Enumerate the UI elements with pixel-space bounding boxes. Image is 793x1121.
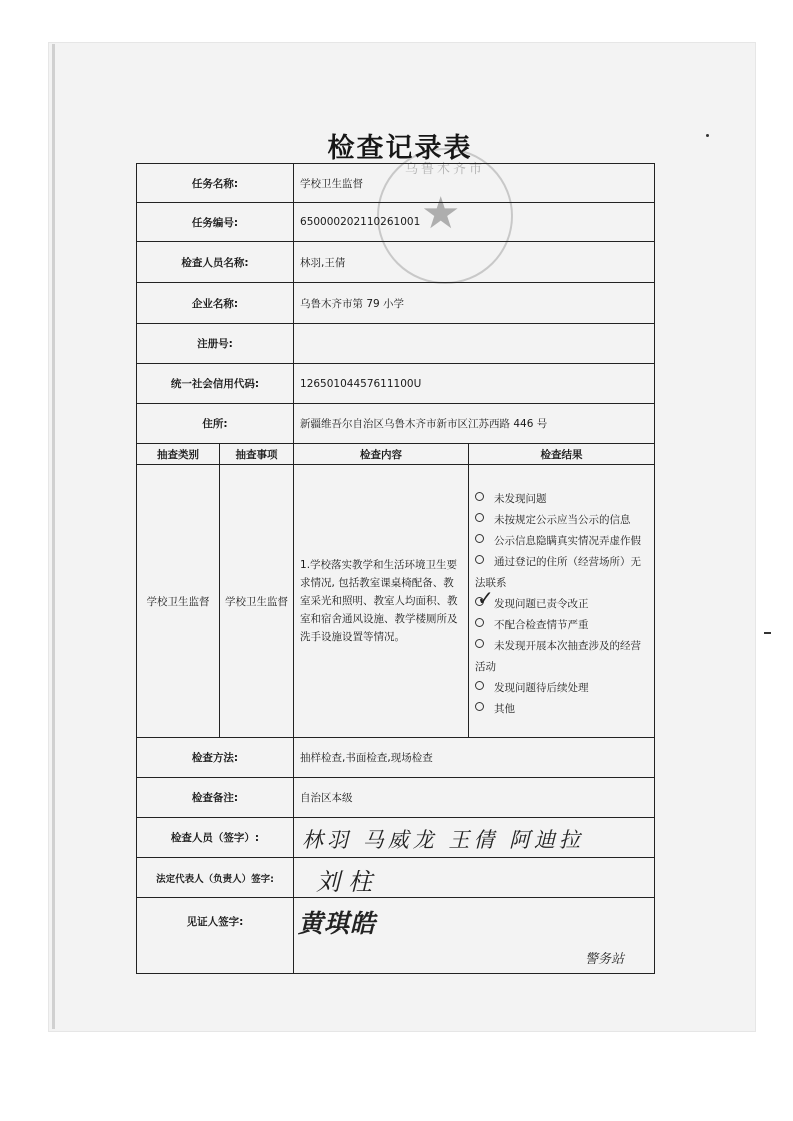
- check-item: 学校卫生监督: [220, 465, 294, 738]
- result-option-label: 通过登记的住所（经营场所）无法联系: [475, 555, 642, 589]
- result-option-label: 未发现开展本次抽查涉及的经营活动: [475, 639, 642, 673]
- header-category: 抽查类别: [137, 444, 220, 465]
- scan-speck: [706, 134, 709, 137]
- check-results: [469, 465, 655, 738]
- company-label: 企业名称:: [137, 283, 294, 324]
- remark-value: 自治区本级: [294, 778, 655, 818]
- row-company: [137, 283, 655, 324]
- method-label: 检查方法:: [137, 738, 294, 778]
- result-option-label: 未发现问题: [494, 492, 547, 505]
- row-inspectors: [137, 242, 655, 283]
- task-no-value: 650000202110261001: [294, 203, 655, 242]
- check-content: 1.学校落实教学和生活环境卫生要求情况, 包括教室课桌椅配备、教室采光和照明、教室人均面积、教室和宿舍通风设施、教学楼厕所及洗手设施设置等情况。: [294, 465, 469, 738]
- scan-speck: [764, 632, 771, 634]
- company-value: 乌鲁木齐市第 79 小学: [294, 283, 655, 324]
- task-name-value: 学校卫生监督: [294, 164, 655, 203]
- witness-sign-label: 见证人签字:: [137, 898, 294, 974]
- inspector-signature: 林羽 马威龙 王倩 阿迪拉: [302, 828, 585, 852]
- row-inspector-sign: [137, 818, 655, 858]
- task-name-label: 任务名称:: [137, 164, 294, 203]
- check-category: 学校卫生监督: [137, 465, 220, 738]
- row-check-item: [137, 465, 655, 738]
- task-no-label: 任务编号:: [137, 203, 294, 242]
- inspectors-value: 林羽,王倩: [294, 242, 655, 283]
- reg-no-label: 注册号:: [137, 324, 294, 364]
- row-table-headers: [137, 444, 655, 465]
- row-method: [137, 738, 655, 778]
- header-content: 检查内容: [294, 444, 469, 465]
- address-label: 住所:: [137, 404, 294, 444]
- result-option-label: 未按规定公示应当公示的信息: [494, 513, 631, 526]
- document-title: 检查记录表: [327, 133, 473, 164]
- address-value: 新疆维吾尔自治区乌鲁木齐市新市区江苏西路 446 号: [294, 404, 655, 444]
- result-option-label: 发现问题待后续处理: [494, 681, 589, 694]
- check-mark-icon: ✓: [477, 585, 494, 610]
- header-item: 抽查事项: [220, 444, 294, 465]
- result-option: [475, 615, 648, 636]
- radio-icon: [475, 702, 484, 711]
- witness-sign-cell: [294, 898, 655, 974]
- credit-code-label: 统一社会信用代码:: [137, 364, 294, 404]
- star-icon: ★: [421, 188, 461, 239]
- row-witness-sign: [137, 898, 655, 974]
- radio-icon: [475, 639, 484, 648]
- result-option: [475, 636, 648, 678]
- remark-label: 检查备注:: [137, 778, 294, 818]
- row-remark: [137, 778, 655, 818]
- row-credit-code: [137, 364, 655, 404]
- result-option-label: 其他: [494, 702, 516, 715]
- radio-icon: [475, 555, 484, 564]
- method-value: 抽样检查,书面检查,现场检查: [294, 738, 655, 778]
- seal-text: 乌鲁木齐市: [404, 162, 485, 177]
- results-list: [475, 483, 648, 720]
- header-result: 检查结果: [469, 444, 655, 465]
- result-option: [475, 699, 648, 720]
- result-option-label: 公示信息隐瞒真实情况弄虚作假: [494, 534, 642, 547]
- result-option: [475, 585, 648, 615]
- legal-signature: 刘柱: [316, 868, 381, 896]
- inspectors-label: 检查人员名称:: [137, 242, 294, 283]
- result-option-label: 不配合检查情节严重: [494, 618, 589, 631]
- result-option: [475, 510, 648, 531]
- result-option: [475, 678, 648, 699]
- legal-sign-label: 法定代表人（负责人）签字:: [137, 858, 294, 898]
- radio-icon: [475, 681, 484, 690]
- legal-sign-cell: [294, 858, 655, 898]
- row-legal-sign: [137, 858, 655, 898]
- row-reg-no: [137, 324, 655, 364]
- inspector-sign-cell: [294, 818, 655, 858]
- result-option-label: 发现问题已责令改正: [494, 597, 589, 610]
- radio-icon: [475, 534, 484, 543]
- witness-signature: 黄琪皓: [298, 909, 377, 938]
- row-task-no: [137, 203, 655, 242]
- result-option: [475, 489, 648, 510]
- row-task-name: [137, 164, 655, 203]
- footer-signature: 警务站: [585, 952, 625, 967]
- radio-icon: [475, 618, 484, 627]
- radio-icon: [475, 513, 484, 522]
- result-option: [475, 552, 648, 594]
- result-option: [475, 531, 648, 552]
- radio-icon: [475, 492, 484, 501]
- page-edge: [52, 44, 55, 1029]
- row-address: [137, 404, 655, 444]
- reg-no-value: [294, 324, 655, 364]
- inspection-form: [136, 163, 655, 974]
- inspector-sign-label: 检查人员（签字）:: [137, 818, 294, 858]
- credit-code-value: 12650104457611100U: [294, 364, 655, 404]
